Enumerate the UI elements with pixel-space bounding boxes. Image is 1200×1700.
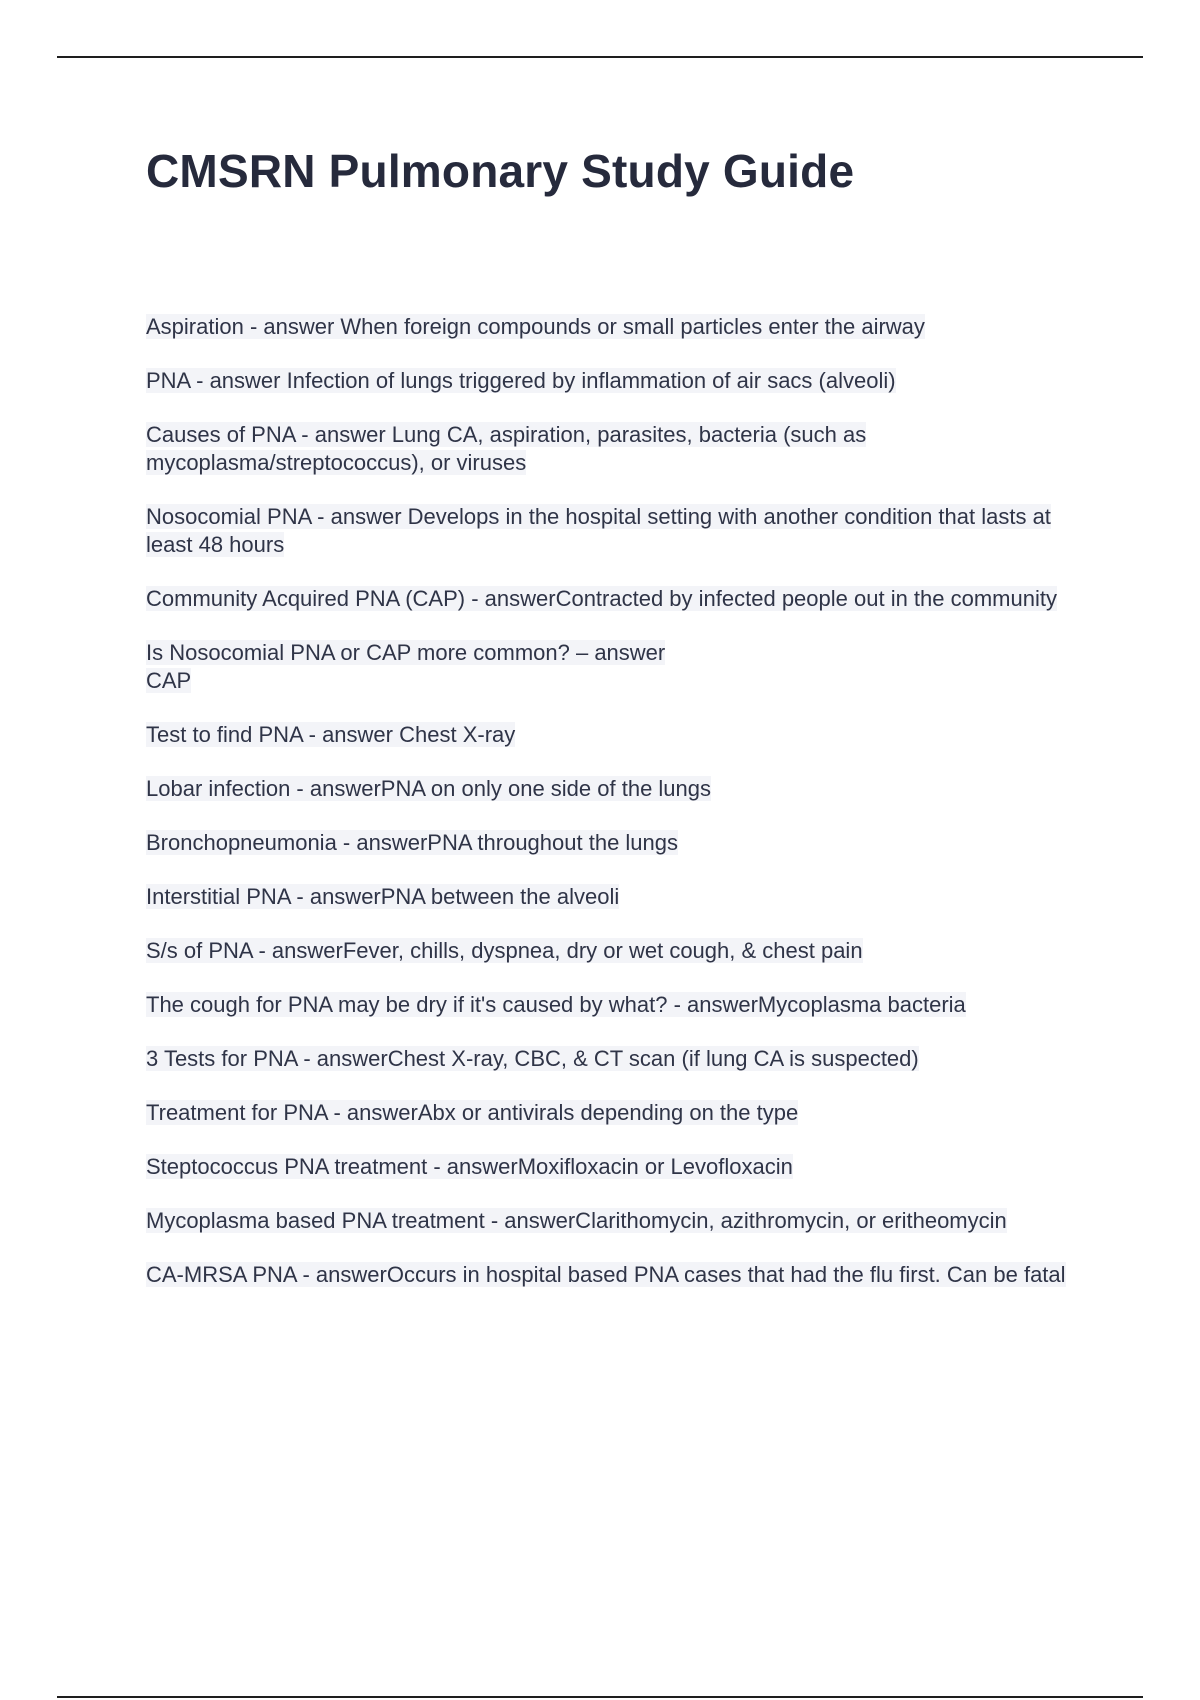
- qa-text: Aspiration - answer When foreign compounds or small particles enter the airway: [146, 314, 925, 339]
- qa-item: [146, 313, 1076, 341]
- qa-item: [146, 421, 1076, 477]
- qa-item: [146, 1099, 1076, 1127]
- qa-text: Test to find PNA - answer Chest X-ray: [146, 722, 516, 747]
- qa-item: [146, 937, 1076, 965]
- qa-text: 3 Tests for PNA - answerChest X-ray, CBC, & CT scan (if lung CA is suspected): [146, 1046, 919, 1071]
- bottom-rule: [57, 1696, 1143, 1698]
- qa-text: Is Nosocomial PNA or CAP more common? – answer CAP: [146, 640, 666, 693]
- qa-text: Bronchopneumonia - answerPNA throughout the lungs: [146, 830, 679, 855]
- qa-text: Steptococcus PNA treatment - answerMoxifloxacin or Levofloxacin: [146, 1154, 793, 1179]
- qa-text: Interstitial PNA - answerPNA between the alveoli: [146, 884, 620, 909]
- qa-text: Community Acquired PNA (CAP) - answerContracted by infected people out in the community: [146, 586, 1057, 611]
- qa-text: CA-MRSA PNA - answerOccurs in hospital based PNA cases that had the flu first. Can be fatal: [146, 1262, 1066, 1287]
- qa-item: [146, 1207, 1076, 1235]
- qa-text: PNA - answer Infection of lungs triggered by inflammation of air sacs (alveoli): [146, 368, 896, 393]
- qa-text: Nosocomial PNA - answer Develops in the hospital setting with another condition that lasts at least 48 hours: [146, 504, 1051, 557]
- qa-item: [146, 775, 1076, 803]
- qa-item: [146, 1045, 1076, 1073]
- qa-text: Treatment for PNA - answerAbx or antivirals depending on the type: [146, 1100, 799, 1125]
- qa-text: Lobar infection - answerPNA on only one side of the lungs: [146, 776, 712, 801]
- qa-item: [146, 721, 1076, 749]
- qa-item: [146, 639, 1076, 695]
- qa-text: Causes of PNA - answer Lung CA, aspiration, parasites, bacteria (such as mycoplasma/streptococcus), or viruses: [146, 422, 867, 475]
- page-title: CMSRN Pulmonary Study Guide: [146, 145, 855, 197]
- qa-item: [146, 883, 1076, 911]
- qa-item: [146, 367, 1076, 395]
- qa-item: [146, 829, 1076, 857]
- qa-item: [146, 503, 1076, 559]
- qa-item: [146, 991, 1076, 1019]
- qa-text: Mycoplasma based PNA treatment - answerClarithomycin, azithromycin, or eritheomycin: [146, 1208, 1007, 1233]
- top-rule: [57, 56, 1143, 58]
- qa-text: The cough for PNA may be dry if it's caused by what? - answerMycoplasma bacteria: [146, 992, 966, 1017]
- qa-text: S/s of PNA - answerFever, chills, dyspnea, dry or wet cough, & chest pain: [146, 938, 863, 963]
- qa-item: [146, 585, 1076, 613]
- qa-item: [146, 1261, 1076, 1289]
- qa-list: [146, 313, 1076, 1315]
- qa-item: [146, 1153, 1076, 1181]
